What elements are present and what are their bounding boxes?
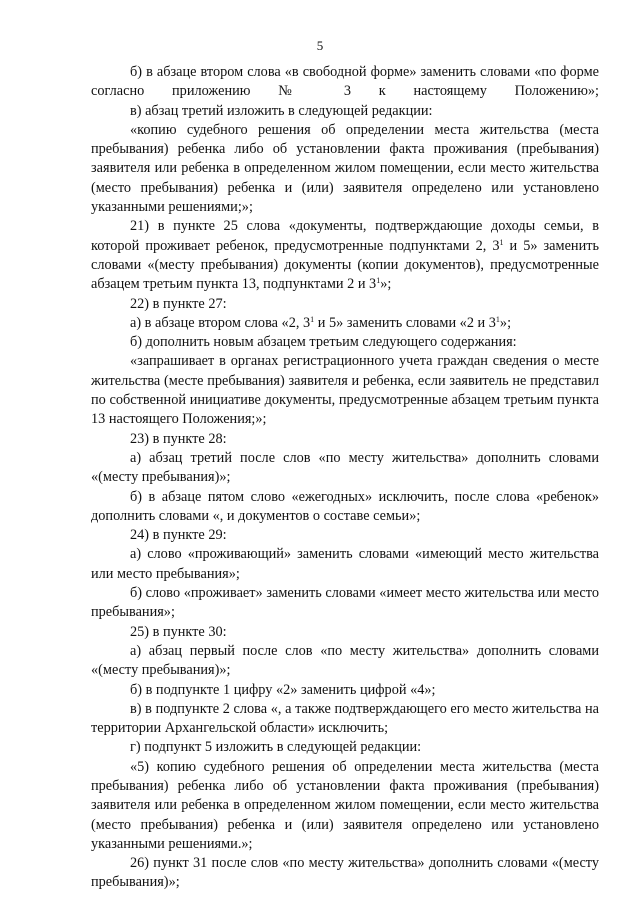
paragraph-p18	[91, 700, 599, 739]
paragraph-p7	[91, 333, 599, 352]
text-run: в) абзац третий изложить в следующей редакции:	[130, 102, 433, 119]
paragraph-p9	[91, 430, 599, 449]
paragraph-p15	[91, 623, 599, 642]
text-run: и 5» заменить словами «2 и 3	[314, 314, 496, 331]
paragraph-p20	[91, 758, 599, 854]
superscript: 1	[376, 276, 381, 286]
text-run: а) слово «проживающий» заменить словами «имеющий место жительства или место пребывания»;	[91, 546, 599, 582]
text-run: б) дополнить новым абзацем третьим следующего содержания:	[130, 334, 517, 351]
superscript: 1	[495, 314, 500, 324]
paragraph-p13	[91, 545, 599, 584]
paragraph-p1	[91, 63, 599, 102]
superscript: 1	[499, 237, 504, 247]
text-run: 24) в пункте 29:	[130, 527, 227, 544]
paragraph-p8	[91, 352, 599, 429]
paragraph-p5	[91, 295, 599, 314]
text-run: »;	[380, 276, 392, 293]
text-run: и 5» заменить словами «(месту пребывания) документы (копии документов), предусмотренные абзацем третьим пункта 13, подпунктами 2 и 3	[91, 237, 599, 293]
text-run: б) слово «проживает» заменить словами «имеет место жительства или место пребывания»;	[91, 585, 599, 621]
text-run: 25) в пункте 30:	[130, 623, 227, 640]
text-run: а) абзац первый после слов «по месту жительства» дополнить словами «(месту пребывания)»;	[91, 642, 599, 679]
document-body	[91, 63, 599, 893]
paragraph-p6	[91, 314, 599, 333]
text-run: «копию судебного решения об определении места жительства (места пребывания) ребенка либо об установлении факта проживания (пребывания) заявителя или ребенка в определенном жилом помещении, если место жительства (место пребывания) ребенка и (или) заявителя определено или установлено указанными решениями;»;	[91, 121, 599, 216]
paragraph-p21	[91, 854, 599, 893]
text-run: а) в абзаце втором слова «2, 3	[130, 314, 311, 331]
text-run: 23) в пункте 28:	[130, 430, 227, 447]
text-run: б) в подпункте 1 цифру «2» заменить цифрой «4»;	[130, 681, 436, 698]
text-run: »;	[499, 314, 512, 331]
text-run: «запрашивает в органах регистрационного учета граждан сведения о месте жительства (месте пребывания) заявителя и ребенка, если заявитель не представил по собственной инициативе документы, предусмотренные абзацем третьим пункта 13 настоящего Положения;»;	[91, 353, 599, 428]
paragraph-p12	[91, 526, 599, 545]
paragraph-p19	[91, 738, 599, 757]
paragraph-p16	[91, 642, 599, 681]
paragraph-p4	[91, 217, 599, 294]
superscript: 1	[310, 314, 315, 324]
text-run: г) подпункт 5 изложить в следующей редакции:	[130, 739, 422, 756]
text-run: а) абзац третий после слов «по месту жительства» дополнить словами «(месту пребывания)»;	[91, 449, 599, 486]
text-run: «5) копию судебного решения об определении места жительства (места пребывания) ребенка либо об установлении факта проживания (пребывания) заявителя или ребенка в определенном жилом помещении, если место жительства (место пребывания) ребенка и (или) заявителя определено или установлено указанными решениями.»;	[91, 758, 599, 852]
text-run: б) в абзаце пятом слово «ежегодных» исключить, после слова «ребенок» дополнить словами «, и документов о составе семьи»;	[91, 488, 599, 524]
paragraph-p11	[91, 488, 599, 527]
paragraph-p17	[91, 681, 599, 700]
text-run: 22) в пункте 27:	[130, 295, 227, 312]
text-run: 26) пункт 31 после слов «по месту жительства» дополнить словами «(месту пребывания)»;	[91, 855, 599, 891]
paragraph-p14	[91, 584, 599, 623]
paragraph-p2	[91, 102, 599, 121]
text-run: 21) в пункте 25 слова «документы, подтверждающие доходы семьи, в которой проживает ребенок, предусмотренные подпунктами 2, 3	[91, 218, 599, 254]
text-run: б) в абзаце втором слова «в свободной форме» заменить словами «по форме согласно приложению № 3 к настоящему Положению»;	[91, 64, 599, 100]
paragraph-p10	[91, 449, 599, 488]
paragraph-p3	[91, 121, 599, 217]
text-run: в) в подпункте 2 слова «, а также подтверждающего его место жительства на территории Архангельской области» исключить;	[91, 700, 599, 737]
page-number: 5	[316, 38, 324, 53]
